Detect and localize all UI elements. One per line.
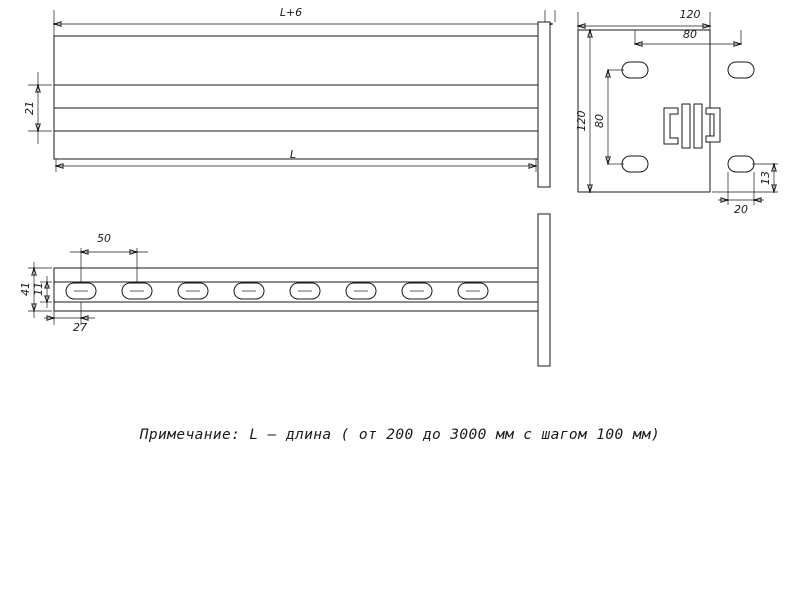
dimension-label-pitch-50: 50 (97, 232, 111, 245)
dimension-label-offset-20: 20 (734, 203, 748, 216)
dimension-label-len-top: L+6 (279, 6, 303, 19)
drawing-note: Примечание: L – длина ( от 200 до 3000 мм с шагом 100 мм) (139, 427, 661, 443)
dimension-label-len-inner: L (289, 148, 297, 161)
dimension-label-height-120: 120 (575, 110, 588, 132)
dimension-label-height-11: 11 (32, 282, 45, 296)
dimension-label-height-21: 21 (23, 101, 36, 115)
dimension-label-height-41: 41 (19, 282, 32, 296)
dimension-label-offset-13: 13 (759, 171, 772, 185)
front-view (578, 12, 778, 205)
dimension-label-width-80: 80 (683, 28, 697, 41)
dimension-label-height-80: 80 (593, 114, 606, 128)
dimension-label-edge-27: 27 (73, 321, 87, 334)
dimension-label-width-120: 120 (679, 8, 701, 21)
